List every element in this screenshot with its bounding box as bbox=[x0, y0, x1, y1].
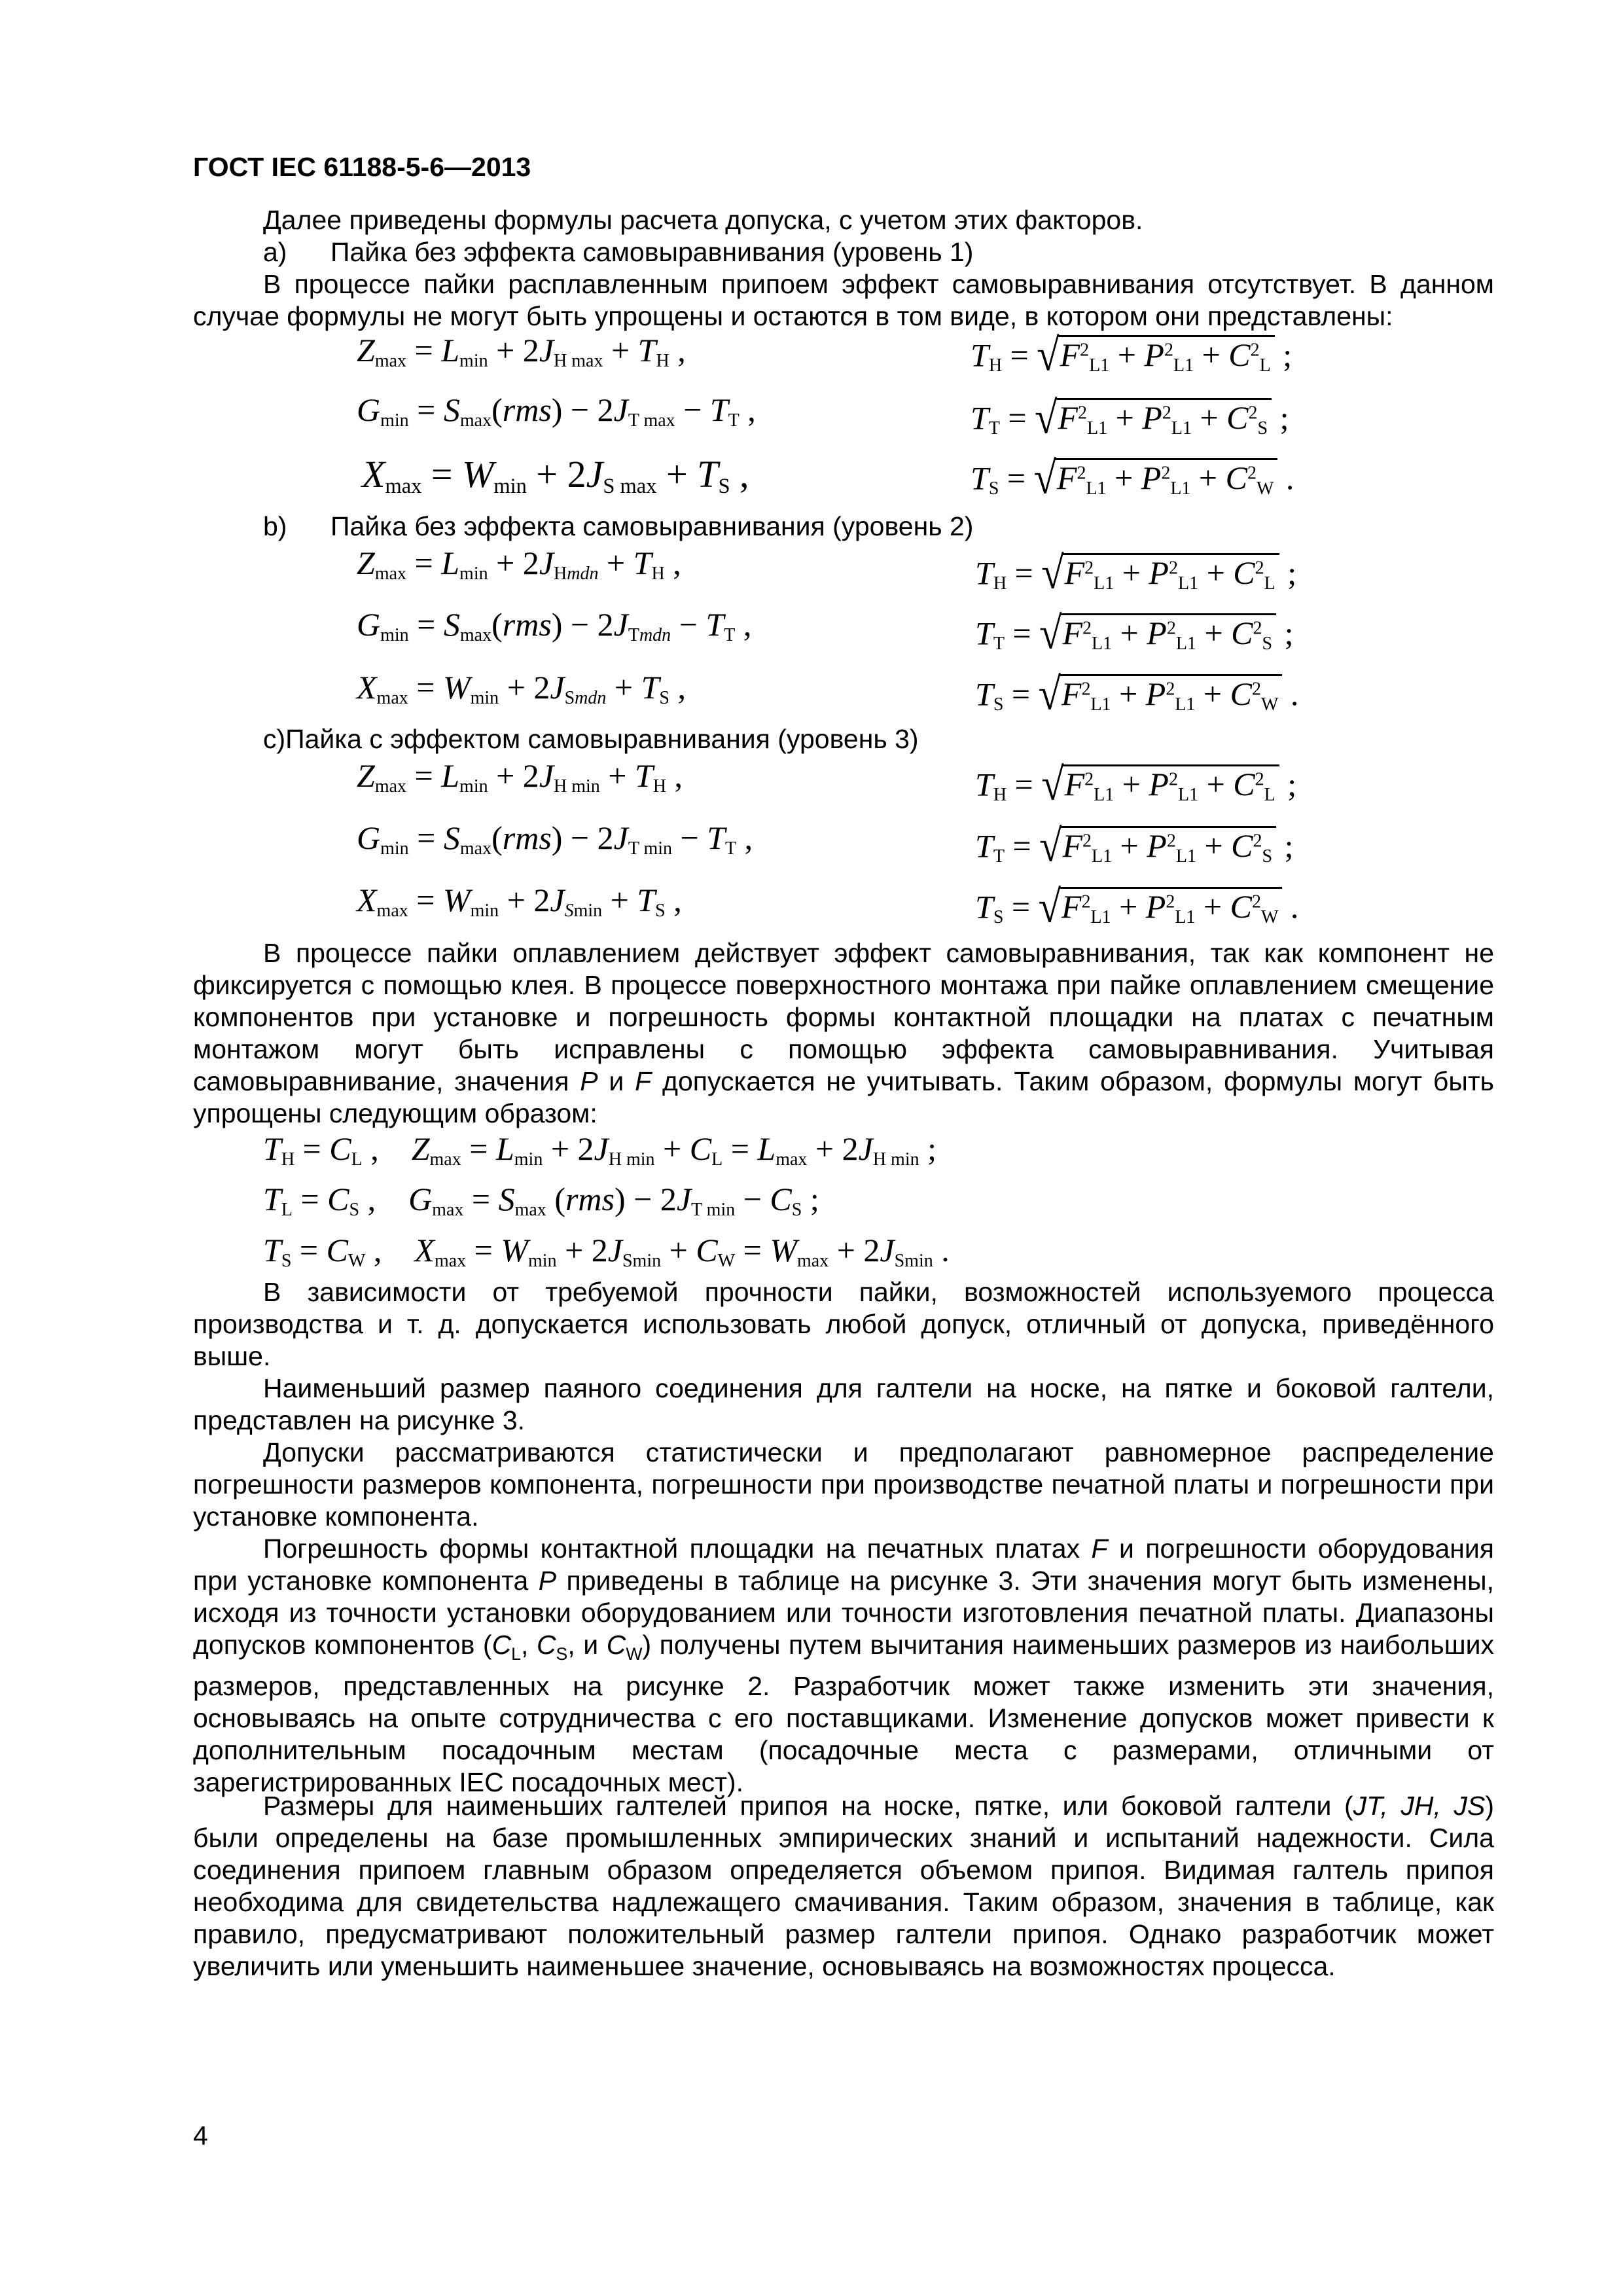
formula-ts-2: $T_S = √F^2_{L1} + P^2_{L1} + C^2_W$ . bbox=[975, 668, 1299, 720]
formula-zmax-1: $Z_{max} = L_{min} + 2J_{H max} + T_H$ , bbox=[357, 332, 686, 371]
self-alignment-paragraph: В процессе пайки оплавлением действует эффект самовыравнивания, так как компонент не фиксируется с помощью клея. В процессе поверхностного монтажа при пайке оплавлением смещение компонентов при установке и погрешность формы контактной площадки на платах с печатным монтажом могут быть исправлены с помощью эффекта самовыравнивания. Учитывая самовыравнивание, значения P и F допускается не учитывать. Таким образом, формулы могут быть упрощены следующим образом: bbox=[193, 938, 1494, 1128]
formula-simplified-2: $T_L = C_S$ , $G_{max} = S_{max}$ $(rms) - 2J_{T min} - C_S$ ; bbox=[263, 1181, 819, 1220]
fillet-paragraph: Размеры для наименьших галтелей припоя на носке, пятке, или боковой галтели (JT, JH, JS) были определены на базе промышленных эмпирических знаний и испытаний надежности. Сила соединения припоем главным образом определяется объемом припоя. Видимая галтель припоя необходима для свидетельства надлежащего смачивания. Таким образом, значения в таблице, как правило, предусматривают положительный размер галтели припоя. Однако разработчик может увеличить или уменьшить наименьшее значение, основываясь на возможностях процесса. bbox=[193, 1791, 1494, 1981]
intro-paragraph: Далее приведены формулы расчета допуска, с учетом этих факторов. bbox=[263, 205, 1143, 235]
document-header: ГОСТ IEC 61188-5-6—2013 bbox=[193, 152, 531, 182]
smallest-size-paragraph: Наименьший размер паяного соединения для галтели на носке, на пятке и боковой галтели, представлен на рисунке 3. bbox=[193, 1373, 1494, 1435]
tolerance-paragraph: Погрешность формы контактной площадки на печатных платах F и погрешности оборудования при установке компонента P приведены в таблице на рисунке 3. Эти значения могут быть изменены, исходя из точности установки оборудованием или точности изготовления печатной платы. Диапазоны допусков компонентов ($C_L$, $C_S$, и $C_W$) получены путем вычитания наименьших размеров из наибольших размеров, представленных на рисунке 2. Разработчик может также изменить эти значения, основываясь на опыте сотрудничества с его поставщиками. Изменение допусков может привести к дополнительным посадочным местам (посадочные места с размерами, отличными от зарегистрированных IEC посадочных мест). bbox=[193, 1534, 1495, 1798]
level3-title: с)Пайка с эффектом самовыравнивания (уровень 3) bbox=[263, 724, 919, 754]
formula-gmin-3: $G_{min} = S_{max}(rms) - 2J_{T min} - T_T$ , bbox=[357, 819, 753, 859]
formula-th-2: $T_H = √F^2_{L1} + P^2_{L1} + C^2_L$ ; bbox=[975, 547, 1297, 599]
formula-zmax-2: $Z_{max} = L_{min} + 2J_{Hmdn} + T_H$ , bbox=[357, 545, 681, 584]
formula-gmin-1: $G_{min} = S_{max}(rms) - 2J_{T max} - T_T$ , bbox=[357, 391, 756, 431]
formula-tt-3: $T_T = √F^2_{L1} + P^2_{L1} + C^2_S$ ; bbox=[975, 819, 1294, 872]
formula-ts-1: $T_S = √F^2_{L1} + P^2_{L1} + C^2_W$ . bbox=[971, 452, 1294, 504]
formula-simplified-3: $T_S = C_W$ , $X_{max} = W_{min} + 2J_{Smin} + C_W = W_{max} + 2J_{Smin}$ . bbox=[263, 1232, 950, 1271]
formula-xmax-3: $X_{max} = W_{min} + 2J_{Smin} + T_S$ , bbox=[357, 882, 682, 921]
level2-marker: b) bbox=[263, 511, 287, 541]
level1-title: Пайка без эффекта самовыравнивания (уровень 1) bbox=[330, 237, 974, 267]
formula-th-1: $T_H = √F^2_{L1} + P^2_{L1} + C^2_L$ ; bbox=[971, 329, 1293, 381]
formula-tt-2: $T_T = √F^2_{L1} + P^2_{L1} + C^2_S$ ; bbox=[975, 607, 1294, 659]
formula-xmax-2: $X_{max} = W_{min} + 2J_{Smdn} + T_S$ , bbox=[357, 669, 686, 708]
formula-tt-1: $T_T = √F^2_{L1} + P^2_{L1} + C^2_S$ ; bbox=[971, 391, 1289, 444]
formula-th-3: $T_H = √F^2_{L1} + P^2_{L1} + C^2_L$ ; bbox=[975, 758, 1297, 810]
statistics-paragraph: Допуски рассматриваются статистически и предполагают равномерное распределение погрешности размеров компонента, погрешности при производстве печатной платы и погрешности при установке компонента. bbox=[193, 1437, 1494, 1532]
page-number: 4 bbox=[193, 2121, 208, 2151]
formula-gmin-2: $G_{min} = S_{max}(rms) - 2J_{Tmdn} - T_T$ , bbox=[357, 606, 752, 645]
formula-zmax-3: $Z_{max} = L_{min} + 2J_{H min} + T_H$ , bbox=[357, 757, 683, 797]
level2-title: Пайка без эффекта самовыравнивания (уровень 2) bbox=[330, 511, 974, 541]
formula-xmax-1: $X_{max} = W_{min} + 2J_{S max} + T_S$ , bbox=[362, 453, 749, 499]
level1-paragraph: В процессе пайки расплавленным припоем эффект самовыравнивания отсутствует. В данном случае формулы не могут быть упрощены и остаются в том виде, в котором они представлены: bbox=[193, 269, 1494, 331]
formula-simplified-1: $T_H = C_L$ , $Z_{max} = L_{min} + 2J_{H min} + C_L = L_{max} + 2J_{H min}$ ; bbox=[263, 1130, 937, 1170]
formula-ts-3: $T_S = √F^2_{L1} + P^2_{L1} + C^2_W$ . bbox=[975, 880, 1299, 933]
strength-paragraph: В зависимости от требуемой прочности пайки, возможностей используемого процесса производства и т. д. допускается использовать любой допуск, отличный от допуска, приведённого выше. bbox=[193, 1277, 1494, 1371]
level1-marker: a) bbox=[263, 237, 287, 267]
